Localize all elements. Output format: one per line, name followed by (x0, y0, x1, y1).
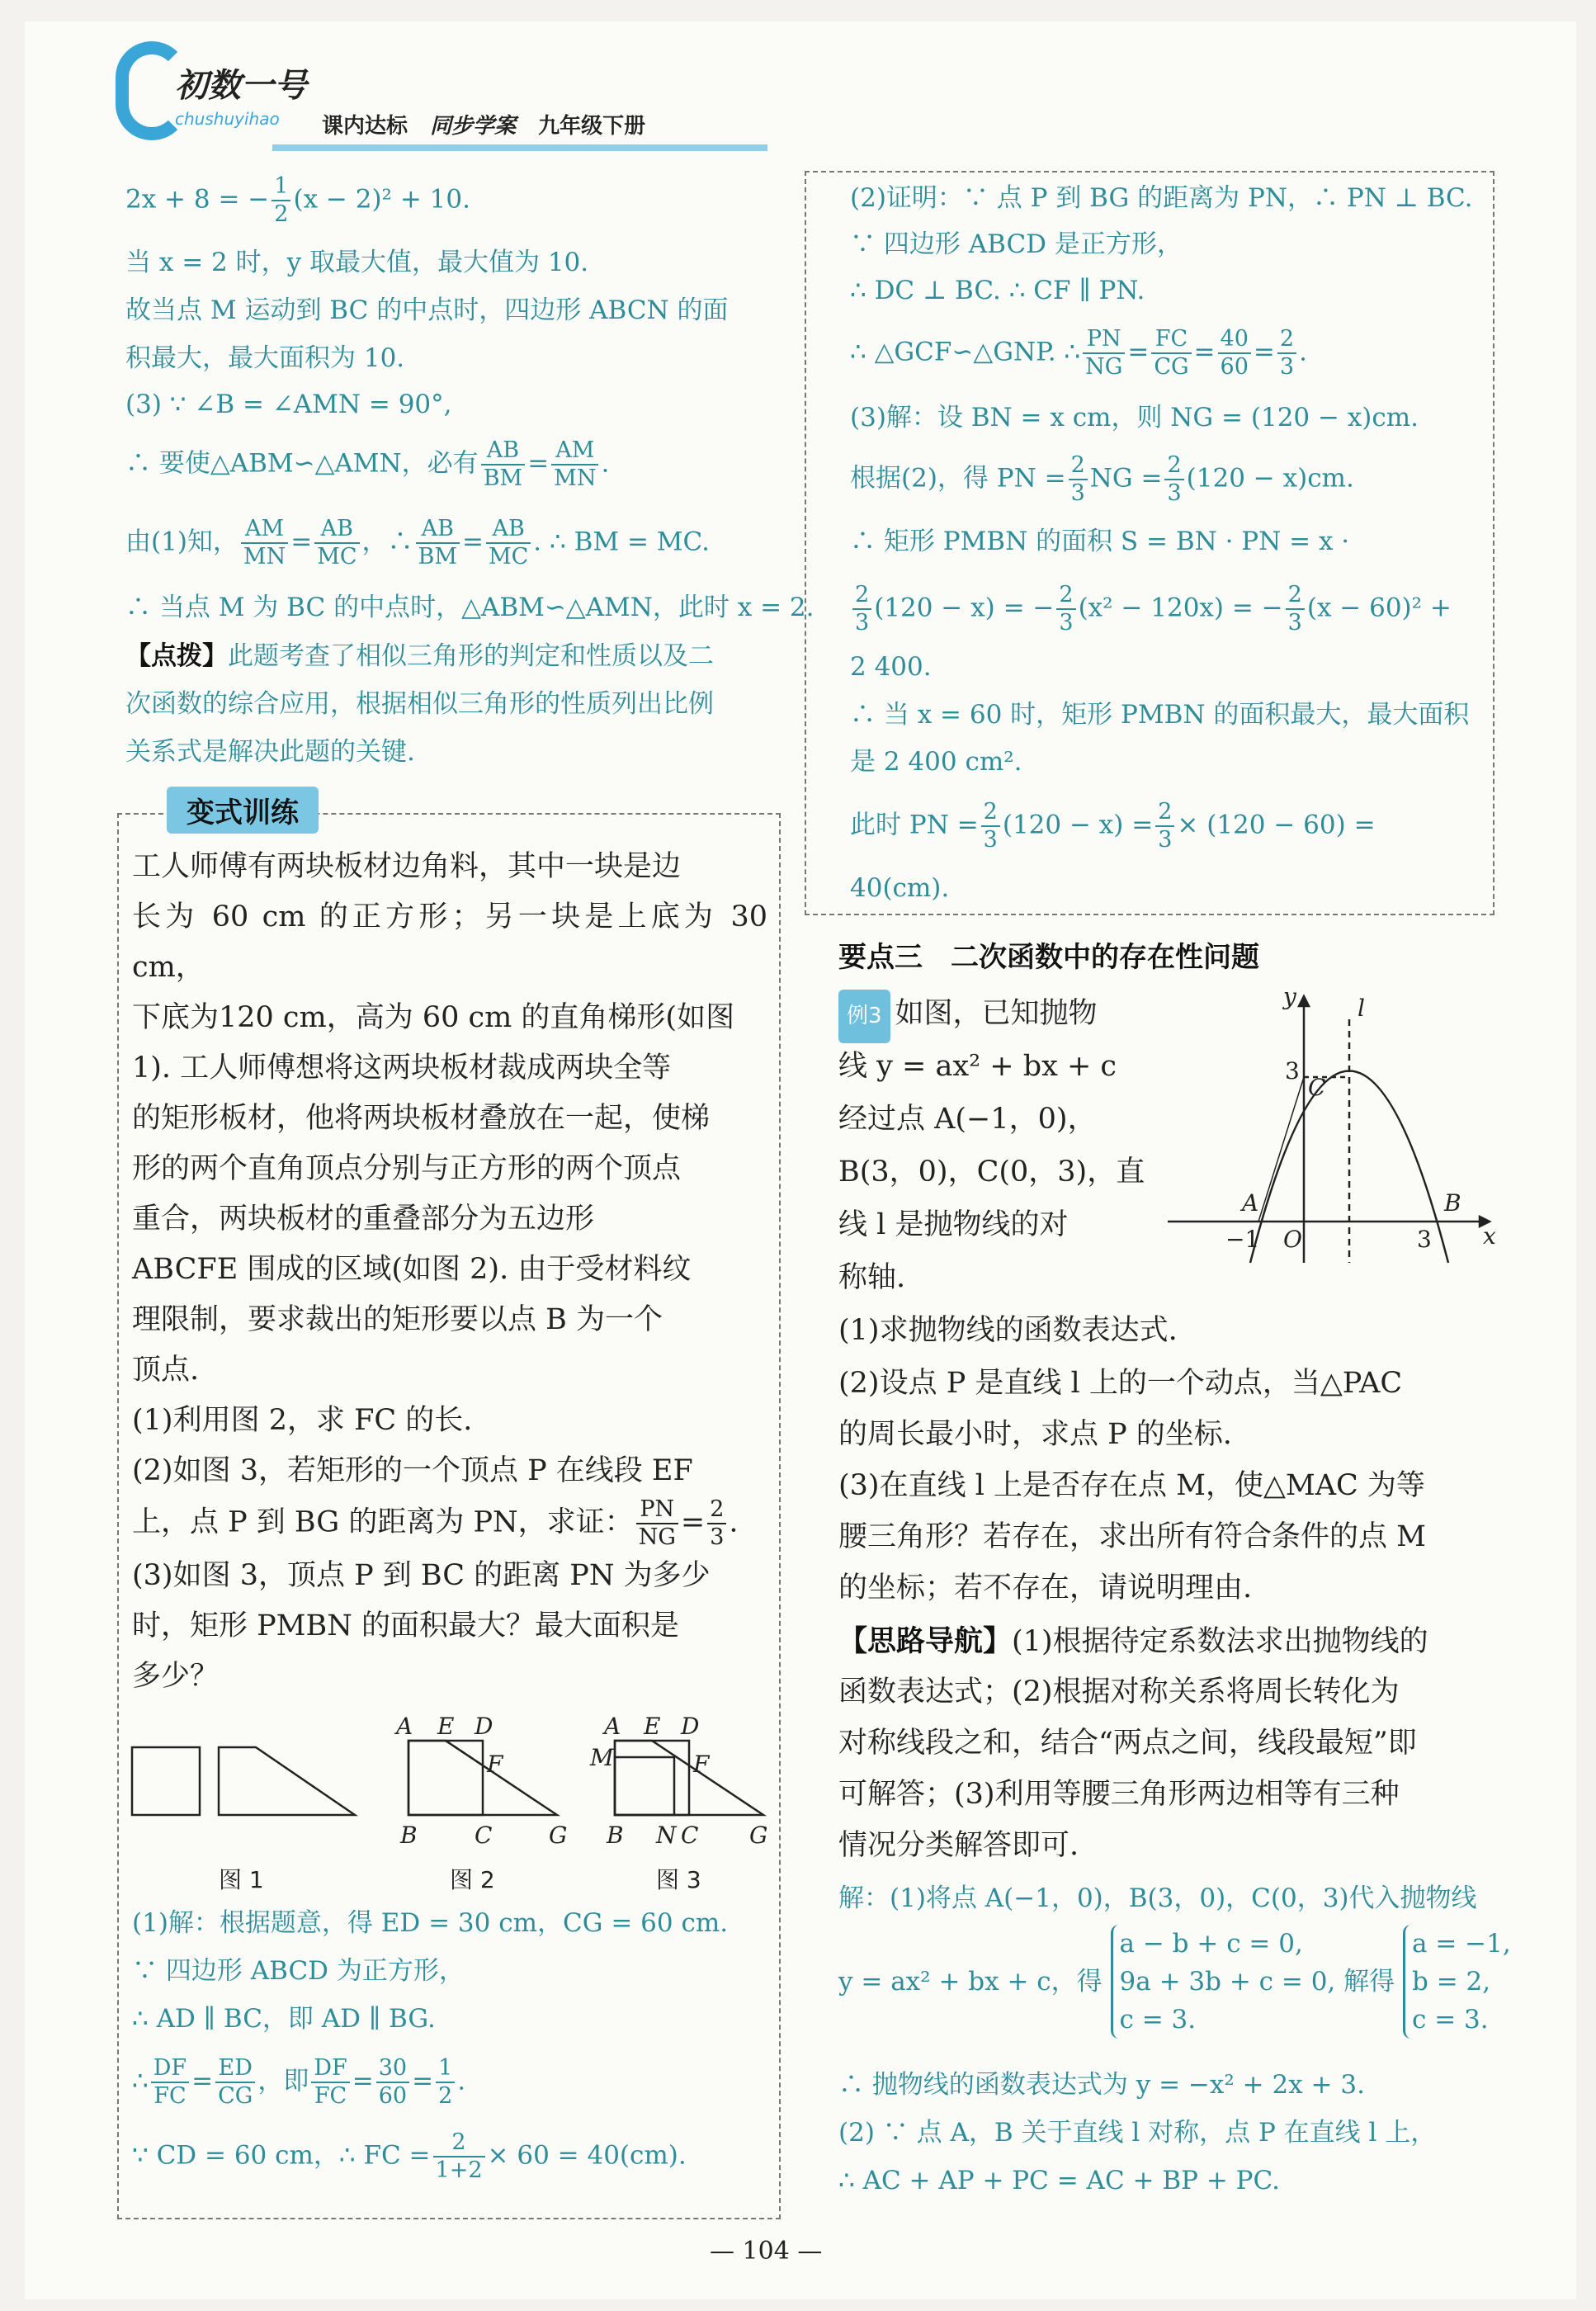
label-O: O (1283, 1226, 1302, 1253)
variant-solution-3: ∴ AD ∥ BC，即 AD ∥ BG. (132, 2004, 436, 2034)
right-line-9: 2 400. (850, 652, 932, 682)
frac-num: DF (311, 2055, 349, 2083)
label-B: B (1444, 1189, 1461, 1217)
frac-num: 2 (1155, 799, 1174, 827)
frac-num: 2 (1164, 452, 1183, 480)
fraction (1151, 326, 1191, 380)
fig3-label-C: C (681, 1822, 699, 1849)
frac-den: 3 (1167, 480, 1182, 506)
variant-title: 变式训练 (167, 787, 319, 834)
segment-ac (1258, 1077, 1304, 1222)
text: 上，点 P 到 BG 的距离为 PN，求证： (132, 1505, 634, 1539)
right-line-3: ∴ DC ⊥ BC. ∴ CF ∥ PN. (850, 276, 1145, 305)
text: ，即 (257, 2066, 309, 2096)
label-A: A (1242, 1189, 1259, 1217)
fraction (436, 2055, 455, 2110)
text: y = ax² + bx + c，得 (838, 1967, 1103, 1997)
y-axis-arrow (1299, 996, 1309, 1006)
fraction (272, 173, 290, 228)
question-3: (3)在直线 l 上是否存在点 M，使△MAC 为等 (838, 1469, 1425, 1502)
question-3-cont2: 的坐标；若不存在，请说明理由. (838, 1571, 1253, 1604)
text: = (527, 448, 550, 479)
example-solution-1: 解：(1)将点 A(−1，0)，B(3，0)，C(0，3)代入抛物线 (838, 1883, 1477, 1913)
right-line-5: (3)解：设 BN = x cm，则 NG = (120 − x)cm. (850, 403, 1419, 432)
problem-line: 下底为120 cm，高为 60 cm 的直角梯形(如图 (132, 1001, 735, 1034)
right-line-6 (850, 452, 1354, 507)
fig3-label-F: F (693, 1751, 710, 1778)
frac-num: AM (241, 516, 288, 544)
example-solution-5: ∴ AC + AP + PC = AC + BP + PC. (838, 2166, 1280, 2195)
left-line-5: (3) ∵ ∠B = ∠AMN = 90°, (125, 390, 452, 419)
example-line-4: B(3，0)，C(0，3)，直 (838, 1156, 1145, 1189)
guide-tag: 【思路导航】 (838, 1624, 1013, 1658)
variant-problem (132, 842, 767, 1702)
fraction (1155, 799, 1174, 853)
text: 此题考查了相似三角形的判定和性质以及二 (228, 641, 714, 671)
frac-den: MN (243, 544, 286, 569)
fig3-label-A: A (604, 1713, 621, 1740)
frac-den: 3 (710, 1524, 725, 1550)
fraction (311, 2055, 349, 2110)
label-neg1: −1 (1225, 1226, 1260, 1253)
tip-line-1 (125, 633, 714, 679)
fraction (416, 516, 460, 570)
label-3-y: 3 (1285, 1057, 1300, 1085)
equation: 9a + 3b + c = 0, (1119, 1967, 1336, 1997)
example-solution-4: (2) ∵ 点 A，B 关于直线 l 对称，点 P 在直线 l 上， (838, 2118, 1437, 2148)
problem-line: 形的两个直角顶点分别与正方形的两个顶点 (132, 1152, 682, 1185)
question-2: (2)设点 P 是直线 l 上的一个动点，当△PAC (838, 1367, 1403, 1400)
frac-den: 3 (983, 827, 998, 853)
frac-den: MC (488, 544, 529, 569)
frac-num: 2 (707, 1496, 726, 1524)
frac-den: 3 (1279, 354, 1295, 380)
fraction (486, 516, 531, 570)
text: 根据(2)，得 PN = (850, 463, 1066, 494)
problem-line: 重合，两块板材的重叠部分为五边形 (132, 1203, 595, 1236)
frac-num: 2 (1286, 582, 1305, 610)
question-3: (3)如图 3，顶点 P 到 BC 的距离 PN 为多少 (132, 1559, 711, 1592)
frac-num: PN (636, 1496, 678, 1524)
header (99, 33, 677, 149)
text: × (120 − 60) = (1177, 810, 1376, 840)
question-3-cont: 时，矩形 PMBN 的面积最大？最大面积是 (132, 1609, 679, 1642)
frac-den: 60 (378, 2083, 408, 2109)
frac-den: 3 (1070, 480, 1085, 506)
right-line-8 (850, 582, 1452, 636)
solution-system (1403, 1925, 1511, 2039)
text: ∴ △GCF∽△GNP. ∴ (850, 337, 1081, 367)
example-line-3: 经过点 A(−1，0)， (838, 1103, 1097, 1136)
frac-num: 2 (1069, 452, 1088, 480)
text: ，∴ (361, 527, 413, 557)
fig3-label-M: M (590, 1744, 614, 1771)
frac-num: 2 (433, 2129, 485, 2157)
frac-den: BM (418, 544, 457, 569)
frac-num: 30 (376, 2055, 409, 2083)
frac-den: NG (638, 1524, 676, 1550)
fraction (376, 2055, 409, 2110)
left-line-2: 当 x = 2 时，y 取最大值，最大值为 10. (125, 248, 589, 277)
tip-line-2: 次函数的综合应用，根据相似三角形的性质列出比例 (125, 689, 714, 719)
fig3-square (615, 1741, 689, 1815)
frac-num: AB (314, 516, 359, 544)
fraction (433, 2129, 485, 2184)
right-line-13: 40(cm). (850, 873, 950, 903)
fig2-label-C: C (475, 1822, 493, 1849)
fraction (1277, 326, 1296, 380)
example-line-6: 称轴. (838, 1261, 906, 1294)
variant-solution-4: ∴ $\frac{DF}{FC}$ = $\frac{ED}{CG}$ ，即 $\frac{DF}{FC}$ = $\frac{30}{60}$ = $\frac{1}{2}$ . (132, 2055, 466, 2109)
fraction (981, 799, 1000, 853)
frac-num: AB (416, 516, 460, 544)
problem-line: 工人师傅有两块板材边角料，其中一块是边 (132, 850, 682, 883)
fig2-label-A: A (396, 1713, 413, 1740)
brand-subtitle: chushuyihao (175, 109, 280, 129)
frac-num: 40 (1218, 326, 1251, 354)
text: 由(1)知， (125, 527, 238, 557)
fraction (636, 1496, 678, 1551)
fig3-label-N: N (656, 1822, 677, 1849)
question-2: (2)如图 3，若矩形的一个顶点 P 在线段 EF (132, 1454, 693, 1487)
text: (x² − 120x) = − (1078, 593, 1283, 623)
text: (x − 60)² + (1306, 593, 1452, 623)
frac-num: 2 (1056, 582, 1075, 610)
example-line-1 (838, 989, 1098, 1043)
fig3-caption: 图 3 (656, 1866, 701, 1893)
frac-den: FC (314, 2083, 347, 2109)
label-l: l (1358, 995, 1365, 1022)
text: NG = (1089, 463, 1163, 494)
fig2-label-G: G (549, 1822, 568, 1849)
variant-solution-1: (1)解：根据题意，得 ED = 30 cm，CG = 60 cm. (132, 1908, 729, 1938)
brand-title: 初数一号 (175, 67, 307, 105)
fig1-caption: 图 1 (219, 1866, 264, 1893)
label-3-x: 3 (1417, 1226, 1432, 1253)
right-line-11: 是 2 400 cm². (850, 747, 1022, 777)
left-line-8: ∴ 当点 M 为 BC 的中点时，△ABM∽△AMN，此时 x = 2. (125, 593, 815, 622)
fig2-label-B: B (400, 1822, 418, 1849)
fig2-label-F: F (487, 1751, 503, 1778)
frac-num: FC (1151, 326, 1191, 354)
text: (120 − x) = − (874, 593, 1055, 623)
problem-line: 理限制，要求裁出的矩形要以点 B 为一个 (132, 1303, 663, 1336)
text: (120 − x)cm. (1186, 463, 1354, 494)
tip-tag: 【点拨】 (125, 641, 228, 671)
fig3-rectangle (615, 1757, 674, 1815)
frac-num: 2 (1277, 326, 1296, 354)
label-C: C (1308, 1074, 1326, 1101)
text: . ∴ BM = MC. (533, 527, 710, 557)
guide-line-2: 函数表达式；(2)根据对称关系将周长转化为 (838, 1675, 1400, 1708)
frac-num: DF (151, 2055, 189, 2083)
fraction (1218, 326, 1251, 380)
frac-den: MN (554, 466, 597, 491)
fraction (314, 516, 359, 570)
frac-num: AM (551, 437, 598, 466)
problem-line: ABCFE 围成的区域(如图 2). 由于受材料纹 (132, 1253, 692, 1286)
frac-den: 3 (1287, 610, 1302, 636)
page-number: — 104 — (710, 2237, 823, 2266)
text: = (680, 1505, 706, 1539)
equation: c = 3. (1119, 2005, 1197, 2035)
section-3-title: 要点三 二次函数中的存在性问题 (838, 941, 1259, 974)
problem-line: 的矩形板材，他将两块板材叠放在一起，使梯 (132, 1102, 711, 1135)
question-1: (1)利用图 2，求 FC 的长. (132, 1404, 473, 1437)
label-y: y (1283, 986, 1296, 1010)
text: (120 − x) = (1002, 810, 1154, 840)
text: 如图，已知抛物 (895, 997, 1098, 1030)
frac-den: 2 (274, 201, 289, 227)
text: 此时 PN = (850, 810, 979, 840)
problem-line: 1). 工人师傅想将这两块板材裁成两块全等 (132, 1052, 672, 1085)
tip-line-3: 关系式是解决此题的关键. (125, 737, 415, 767)
fraction (707, 1496, 726, 1551)
equation: a = −1, (1412, 1929, 1511, 1959)
fig2-label-E: E (437, 1713, 455, 1740)
example-solution-2 (838, 1925, 1511, 2039)
left-line-1 (125, 173, 470, 228)
frac-den: 3 (1059, 610, 1074, 636)
header-tags (322, 109, 660, 139)
frac-den: FC (153, 2083, 187, 2109)
frac-den: CG (1154, 354, 1189, 380)
fraction (481, 437, 526, 492)
fig1-trapezoid (219, 1747, 355, 1815)
frac-den: 60 (1220, 354, 1249, 380)
text: ∴ (132, 2066, 149, 2096)
fraction (1164, 452, 1183, 507)
fig3-label-B: B (607, 1822, 624, 1849)
text: (x − 2)² + 10. (293, 184, 470, 215)
text: 2x + 8 = − (125, 184, 270, 215)
question-2-cont (132, 1496, 767, 1551)
left-line-3: 故当点 M 运动到 BC 的中点时，四边形 ABCN 的面 (125, 295, 729, 325)
variant-solution-2: ∵ 四边形 ABCD 为正方形， (132, 1956, 465, 1986)
guide-line-5: 情况分类解答即可. (838, 1829, 1079, 1862)
frac-num: 2 (852, 582, 871, 610)
fraction (151, 2055, 189, 2110)
text: 解得 (1343, 1967, 1395, 1997)
parabola-graph (1159, 986, 1506, 1267)
text: × 60 = 40(cm). (487, 2140, 687, 2171)
fraction (1286, 582, 1305, 636)
frac-den: 3 (855, 610, 870, 636)
label-x: x (1483, 1222, 1496, 1250)
header-tag-1: 课内达标 (322, 114, 408, 139)
problem-line: 顶点. (132, 1354, 200, 1387)
fraction (551, 437, 598, 492)
frac-num: AB (481, 437, 526, 466)
guide-line-3: 对称线段之和，结合“两点之间，线段最短”即 (838, 1727, 1417, 1760)
frac-num: ED (215, 2055, 255, 2083)
example-line-5: 线 l 是抛物线的对 (838, 1208, 1069, 1241)
fig2-square (408, 1741, 483, 1815)
question-3-cont: 多少？ (132, 1660, 220, 1693)
example-line-2: 线 y = ax² + bx + c (838, 1050, 1117, 1083)
fraction (241, 516, 288, 570)
right-line-10: ∴ 当 x = 60 时，矩形 PMBN 的面积最大，最大面积 (850, 700, 1470, 730)
question-2-cont: 的周长最小时，求点 P 的坐标. (838, 1418, 1232, 1451)
problem-line: 长为 60 cm 的正方形；另一块是上底为 30 cm， (132, 900, 767, 984)
text: . (601, 448, 610, 479)
right-line-7: ∴ 矩形 PMBN 的面积 S = BN · PN = x · (850, 527, 1350, 556)
header-tag-2: 同步学案 (430, 114, 517, 139)
header-tag-3: 九年级下册 (538, 114, 646, 139)
fraction (852, 582, 871, 636)
equation: b = 2, (1412, 1967, 1491, 1997)
frac-num: 1 (436, 2055, 455, 2083)
equation: c = 3. (1412, 2005, 1489, 2035)
frac-den: NG (1085, 354, 1123, 380)
frac-den: 2 (438, 2083, 453, 2109)
right-line-1: (2)证明：∵ 点 P 到 BG 的距离为 PN，∴ PN ⊥ BC. (850, 183, 1473, 213)
text: . (729, 1505, 739, 1539)
frac-num: 1 (272, 173, 290, 201)
header-bar (272, 144, 767, 151)
right-line-2: ∵ 四边形 ABCD 是正方形， (850, 229, 1183, 259)
example-badge: 例3 (838, 990, 890, 1043)
variant-solution-5 (132, 2129, 687, 2184)
frac-num: PN (1083, 326, 1125, 354)
right-line-4: ∴ △GCF∽△GNP. ∴ $\frac{PN}{NG}$ = $\frac{FC}{CG}$ = $\frac{40}{60}$ = $\frac{2}{3}$ . (850, 326, 1307, 380)
frac-den: CG (218, 2083, 253, 2109)
fig3-label-G: G (749, 1822, 768, 1849)
fig2-caption: 图 2 (450, 1866, 495, 1893)
fraction (1056, 582, 1075, 636)
guide-line-4: 可解答；(3)利用等腰三角形两边相等有三种 (838, 1778, 1400, 1811)
frac-den: BM (483, 466, 523, 491)
fraction (215, 2055, 255, 2110)
guide-line-1 (838, 1616, 1428, 1667)
frac-num: AB (486, 516, 531, 544)
text: ∴ 要使△ABM∽△AMN，必有 (125, 448, 479, 479)
text: ∵ CD = 60 cm，∴ FC = (132, 2140, 431, 2171)
left-line-4: 积最大，最大面积为 10. (125, 343, 405, 373)
text: (1)根据待定系数法求出抛物线的 (1012, 1625, 1428, 1658)
left-line-6 (125, 437, 609, 492)
question-1: (1)求抛物线的函数表达式. (838, 1314, 1178, 1347)
frac-den: 3 (1158, 827, 1173, 853)
variant-figures (124, 1696, 776, 1894)
fig3-label-E: E (644, 1713, 661, 1740)
fraction (1083, 326, 1125, 380)
question-3-cont: 腰三角形？若存在，求出所有符合条件的点 M (838, 1520, 1426, 1553)
fig3-label-D: D (681, 1713, 700, 1740)
fraction (1069, 452, 1088, 507)
example-solution-3: ∴ 抛物线的函数表达式为 y = −x² + 2x + 3. (838, 2070, 1365, 2100)
right-line-12 (850, 799, 1376, 853)
equation: a − b + c = 0, (1119, 1929, 1303, 1959)
frac-den: MC (317, 544, 357, 569)
equation-system (1111, 1925, 1336, 2039)
fig1-square (132, 1747, 200, 1815)
fig2-label-D: D (475, 1713, 493, 1740)
left-line-7: 由(1)知， $\frac{AM}{MN}$ = $\frac{AB}{MC}$ ，∴ $\frac{AB}{BM}$ = $\frac{AB}{MC}$ . ∴ BM = MC. (125, 516, 710, 569)
frac-num: 2 (981, 799, 1000, 827)
frac-den: 1+2 (435, 2157, 483, 2183)
